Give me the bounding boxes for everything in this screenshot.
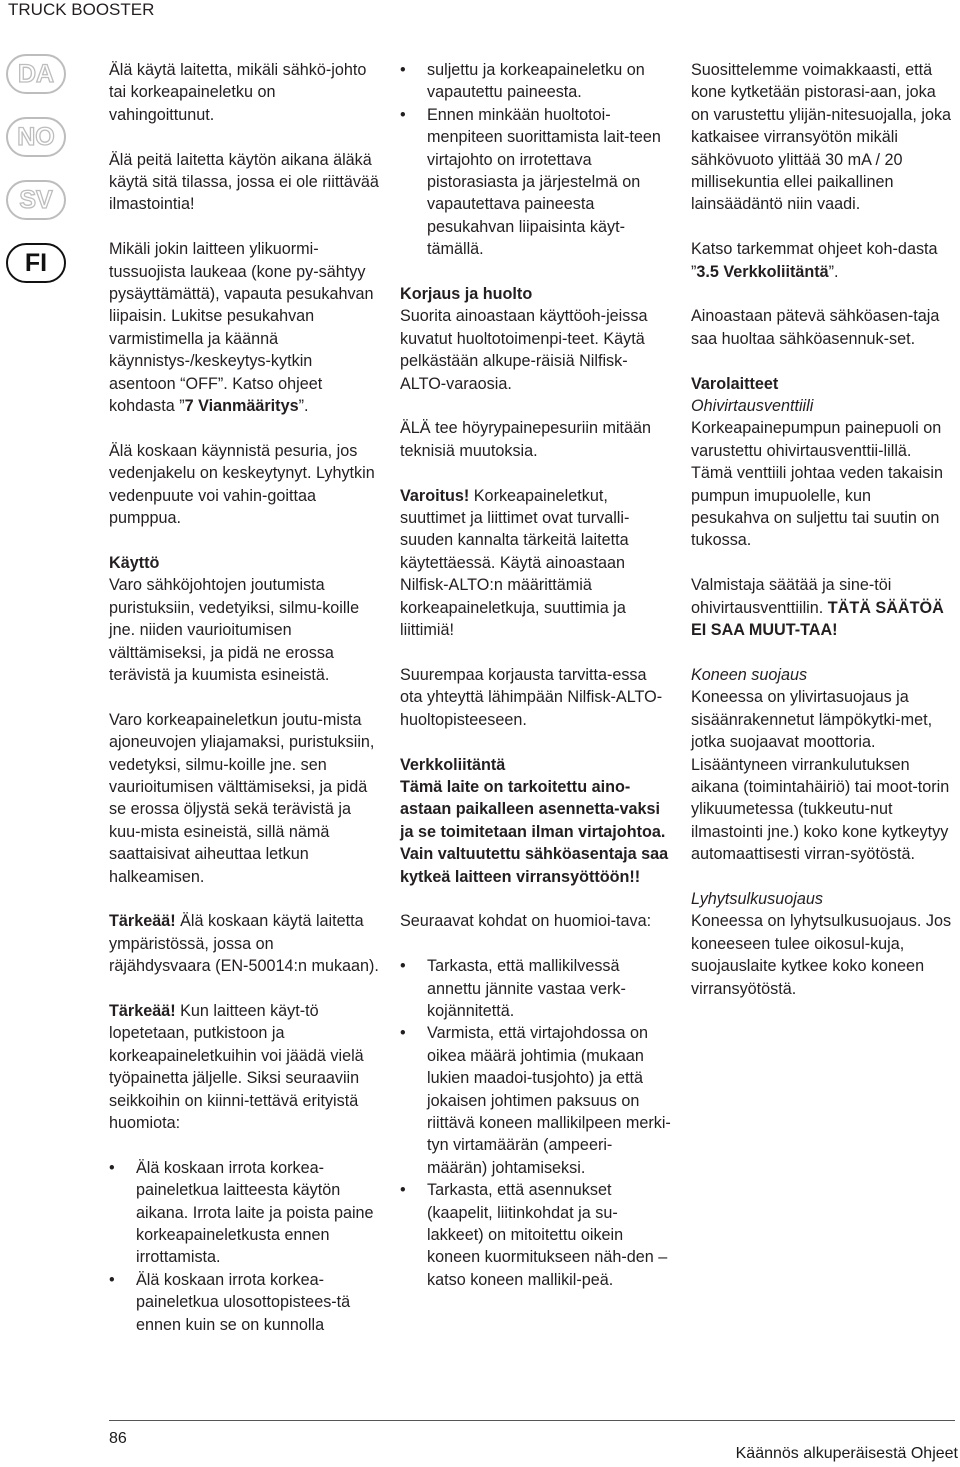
- paragraph: Tärkeää! Kun laitteen käyt-tö lopetetaan, putkistoon ja korkeapaineletkuihin voi jäädä vielä työpainetta jäljelle. Siksi seuraaviin seikkoihin on kiinni-tettävä erityistä huomiota:: [109, 1001, 364, 1132]
- paragraph: Ainoastaan pätevä sähköasen-taja saa huoltaa sähköasennuk-set.: [691, 307, 940, 348]
- footer-text: Käännös alkuperäisestä Ohjeet: [735, 1445, 958, 1462]
- paragraph: Varo korkeapaineletkun joutu-mista ajoneuvojen yliajamaksi, puristuksiin, vedetyksi, silmu-koille jne. sen vaurioitumisen välttämiseksi, ja pidä se erossa öljystä sekä terävistä ja kuu-mista esineistä, sillä nämä saattaisivat aiheuttaa letkun halkeamisen.: [109, 710, 375, 886]
- list-item: • Tarkasta, että mallikilvessä annettu jännite vastaa verk-kojännitettä.: [400, 955, 672, 1022]
- subheading-koneen-suojaus: Koneen suojaus: [691, 665, 808, 684]
- paragraph: Koneessa on lyhytsulkusuojaus. Jos koneeseen tulee oikosul-kuja, suojauslaite kytkee koko koneen virransyötöstä.: [691, 912, 952, 998]
- paragraph: ÄLÄ tee höyrypainepesuriin mitään teknisiä muutoksia.: [400, 419, 652, 460]
- paragraph: Valmistaja säätää ja sine-töi ohivirtausventtiilin. TÄTÄ SÄÄTÖÄ EI SAA MUUT-TAA!: [691, 576, 944, 640]
- paragraph: Koneessa on ylivirtasuojaus ja sisäänrakennetut lämpökytki-met, jotka suojaavat moottoria. Lisääntyneen virrankulutuksen aikana (toimintahäiriö) tai moot-torin ylikuumetessa (tukkeutu-nut ilmastointi jne.) koko kone kytkeytyy automaattisesti virran-syötöstä.: [691, 688, 950, 864]
- bullet-list: [400, 104, 672, 261]
- subheading-lyhytsulku: Lyhytsulkusuojaus: [691, 889, 823, 908]
- text-column-1: [109, 59, 379, 1358]
- paragraph: Korkeapainepumpun painepuoli on varustettu ohivirtausventtii-lillä. Tämä venttiili johtaa veden takaisin pumpun imupuolelle, kun pesukahva on suljettu tai suutin on tukossa.: [691, 419, 943, 550]
- paragraph: Älä peitä laitetta käytön aikana äläkä käytä sitä tilassa, jossa ei ole riittävää ilmastointia!: [109, 150, 379, 214]
- text-column-3: [691, 59, 953, 1022]
- text-column-2: [400, 59, 672, 1314]
- paragraph: Älä koskaan käynnistä pesuria, jos vedenjakelu on keskeytynyt. Lyhytkin vedenpuute voi vahin-goittaa pumppua.: [109, 441, 375, 528]
- paragraph: Tämä laite on tarkoitettu aino-astaan paikalleen asennetta-vaksi ja se toimitetaan ilman virtajohtoa. Vain valtuutettu sähköasentaja saa kytkeä laitteen virransyöttöön!!: [400, 777, 669, 886]
- language-badge-fi: FI: [6, 243, 66, 283]
- document-header: TRUCK BOOSTER: [8, 0, 155, 19]
- footer-divider: [109, 1420, 955, 1421]
- bullet-list: [400, 59, 672, 104]
- paragraph: Katso tarkemmat ohjeet koh-dasta ”3.5 Verkkoliitäntä”.: [691, 240, 938, 281]
- bullet-list: [109, 1157, 379, 1336]
- paragraph: Suurempaa korjausta tarvitta-essa ota yhteyttä lähimpään Nilfisk-ALTO-huoltopisteeseen.: [400, 665, 663, 729]
- paragraph: Mikäli jokin laitteen ylikuormi-tussuojista laukeaa (kone py-sähtyy pysäyttämättä), vapauta pesukahvan liipaisin. Lukitse pesukahvan varmistimella ja käännä käynnistys-/keskeytys-kytkin asentoon “OFF”. Katso ohjeet kohdasta ”7 Vianmääritys”.: [109, 240, 374, 416]
- language-badge-no: NO: [6, 117, 66, 157]
- list-item: • Varmista, että virtajohdossa on oikea määrä johtimia (mukaan lukien maadoi-tusjohto) ja että jokaisen johtimen paksuus on riittävä koneen mallikilpeen merki-tyn virtamäärän (ampeeri-määrän) johtamiseksi.: [400, 1022, 672, 1179]
- subheading-ohivirtaus: Ohivirtausventtiili: [691, 397, 814, 416]
- paragraph: Suorita ainoastaan käyttöoh-jeissa kuvatut huoltotoimenpi-teet. Käytä pelkästään alkupe-räisiä Nilfisk-ALTO-varaosia.: [400, 307, 648, 393]
- paragraph: Seuraavat kohdat on huomioi-tava:: [400, 912, 652, 931]
- paragraph: Varo sähköjohtojen joutumista puristuksiin, vedetyiksi, silmu-koille jne. niiden vaurioitumisen välttämiseksi, ja pidä ne erossa terävistä ja kuumista esineistä.: [109, 576, 360, 684]
- bullet-list: [400, 955, 672, 1291]
- language-badge-sv: SV: [6, 180, 66, 220]
- list-item-continuation: • suljettu ja korkeapaineletku on vapautettu paineesta.: [400, 59, 672, 104]
- section-heading-varolaitteet: Varolaitteet: [691, 374, 779, 393]
- section-heading-kaytto: Käyttö: [109, 553, 160, 572]
- language-badge-da: DA: [6, 54, 66, 94]
- page-number: 86: [109, 1430, 127, 1447]
- section-heading-korjaus: Korjaus ja huolto: [400, 285, 533, 304]
- paragraph: Varoitus! Korkeapaineletkut, suuttimet ja liittimet ovat turvalli-suuden kannalta tärkeitä laitetta käytettäessä. Käytä ainoastaan Nilfisk-ALTO:n määrittämiä korkeapaineletkuja, suuttimia ja liittimiä!: [400, 486, 630, 640]
- section-heading-verkko: Verkkoliitäntä: [400, 755, 506, 774]
- paragraph: Tärkeää! Älä koskaan käytä laitetta ympäristössä, jossa on räjähdysvaara (EN-50014:n mukaan).: [109, 912, 379, 976]
- list-item: • Ennen minkään huoltotoi-menpiteen suorittamista lait-teen virtajohto on irrotettava pistorasiasta ja järjestelmä on vapautettava paineesta pesukahvan liipaisinta käyt-tämällä.: [400, 104, 672, 261]
- list-item: • Älä koskaan irrota korkea-paineletkua ulosottopistees-tä ennen kuin se on kunnolla: [109, 1269, 379, 1336]
- list-item: • Tarkasta, että asennukset (kaapelit, liitinkohdat ja su-lakkeet) on mitoitettu oikein koneen kuormitukseen näh-den – katso koneen mallikil-peä.: [400, 1179, 672, 1291]
- paragraph: Älä käytä laitetta, mikäli sähkö-johto tai korkeapaineletku on vahingoittunut.: [109, 61, 367, 124]
- list-item: • Älä koskaan irrota korkea-paineletkua laitteesta käytön aikana. Irrota laite ja poista paine korkeapaineletkusta ennen irrottamista.: [109, 1157, 379, 1269]
- paragraph: Suosittelemme voimakkaasti, että kone kytketään pistorasi-aan, joka on varustettu ylijän-nitesuojalla, joka katkaisee virransyötön mikäli sähkövuoto ylittää 30 mA / 20 millisekuntia ellei paikallinen lainsäädäntö niin vaadi.: [691, 61, 952, 214]
